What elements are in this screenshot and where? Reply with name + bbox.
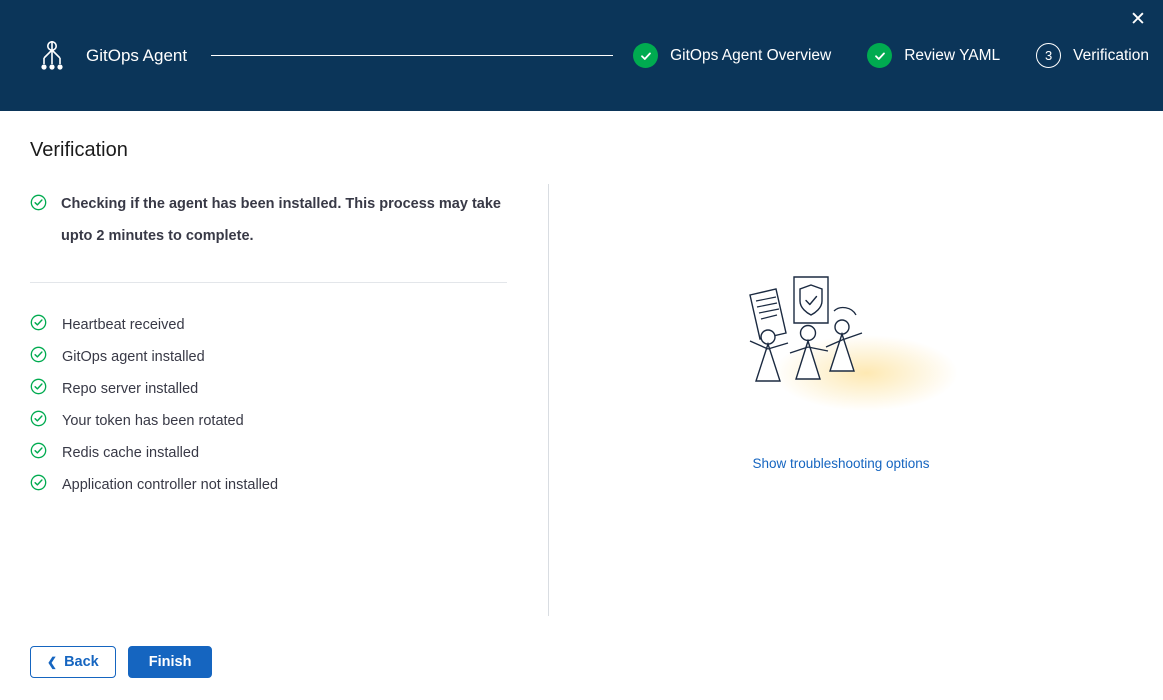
step-verification[interactable] (1036, 43, 1149, 68)
wizard-title: GitOps Agent (86, 45, 188, 65)
verification-status (30, 188, 536, 252)
verification-status-text: Checking if the agent has been installed. This process may take upto 2 minutes to complete. (61, 196, 501, 244)
check-circle-outline-icon (30, 474, 47, 496)
step-label: GitOps Agent Overview (670, 46, 832, 64)
finish-button-label: Finish (148, 654, 192, 670)
gitops-agent-logo-icon (32, 34, 72, 78)
step-number-badge: 3 (1036, 43, 1061, 68)
check-item-label: Repo server installed (62, 381, 199, 397)
list-item (30, 341, 536, 373)
check-circle-outline-icon (30, 314, 47, 336)
check-item-label: Redis cache installed (62, 445, 200, 461)
chevron-left-icon: ❮ (47, 655, 58, 669)
step-label: Verification (1073, 46, 1149, 64)
check-circle-icon (633, 43, 658, 68)
people-with-shield-illustration (711, 258, 971, 428)
check-item-label: Your token has been rotated (62, 413, 244, 429)
verification-right-column (549, 188, 1133, 642)
check-item-label: Heartbeat received (62, 317, 185, 333)
list-item (30, 309, 536, 341)
wizard-header (0, 0, 1163, 111)
check-circle-outline-icon (30, 346, 47, 368)
show-troubleshooting-options-link[interactable]: Show troubleshooting options (752, 456, 930, 471)
check-circle-icon (867, 43, 892, 68)
verification-check-list (30, 309, 536, 501)
check-item-label: GitOps agent installed (62, 349, 205, 365)
check-circle-outline-icon (30, 442, 47, 464)
wizard-steps (633, 43, 1149, 68)
step-label: Review YAML (904, 46, 1001, 64)
back-button[interactable] (30, 646, 116, 678)
verification-content (0, 162, 1163, 642)
list-item (30, 373, 536, 405)
verification-left-column (30, 188, 548, 642)
check-circle-outline-icon (30, 194, 47, 216)
list-item (30, 469, 536, 501)
finish-button[interactable] (128, 646, 213, 678)
check-circle-outline-icon (30, 378, 47, 400)
back-button-label: Back (64, 654, 99, 670)
list-item (30, 405, 536, 437)
page-title: Verification (30, 139, 128, 161)
step-gitops-agent-overview[interactable] (633, 43, 831, 68)
close-icon[interactable]: ✕ (1125, 6, 1151, 32)
wizard-footer (0, 646, 1163, 700)
section-divider (30, 282, 507, 283)
step-review-yaml[interactable] (867, 43, 1000, 68)
list-item (30, 437, 536, 469)
progress-rail (211, 55, 613, 56)
check-circle-outline-icon (30, 410, 47, 432)
check-item-label: Application controller not installed (62, 477, 279, 493)
